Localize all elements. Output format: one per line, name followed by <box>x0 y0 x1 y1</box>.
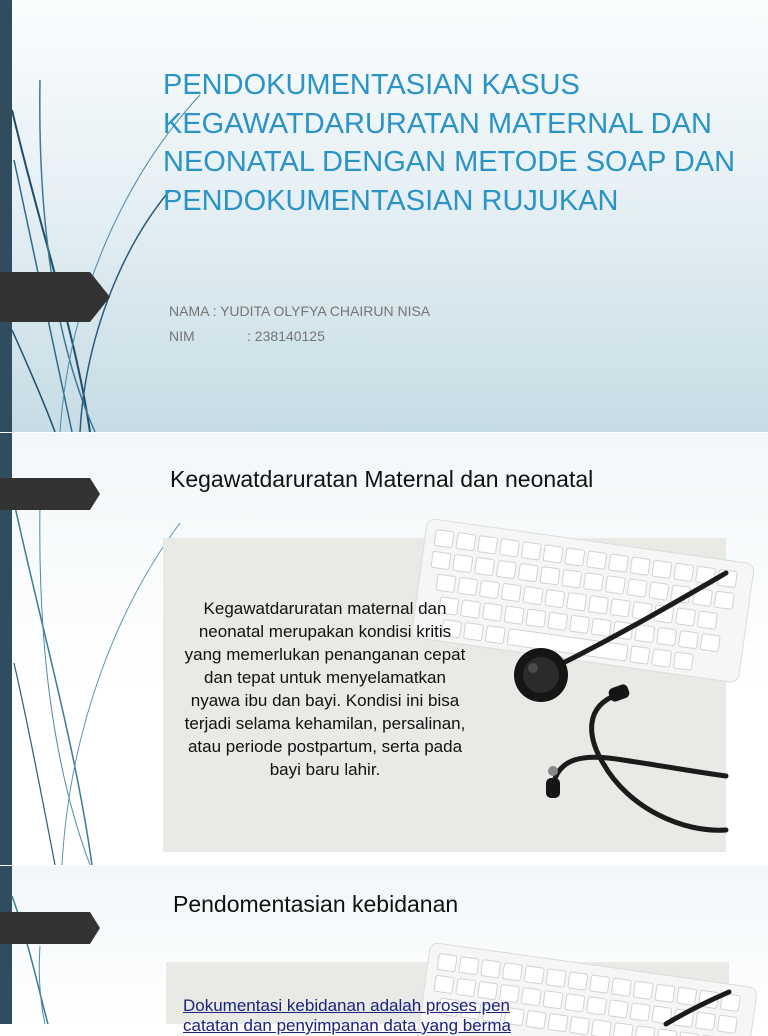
title-slide <box>0 0 768 432</box>
slide-heading: Pendomentasian kebidanan <box>173 891 459 917</box>
arrow-tag-icon <box>0 912 110 944</box>
slide-body-text: Kegawatdaruratan maternal dan neonatal merupakan kondisi kritis yang memerlukan penanganan cepat dan tepat untuk menyelamatkan nyawa ibu dan bayi. Kondisi ini bisa terjadi selama kehamilan, persalinan, atau periode postpartum, serta pada bayi baru lahir. <box>184 599 466 779</box>
nim-label: NIM <box>169 328 195 344</box>
content-slide-1 <box>0 433 768 865</box>
slide-body-line-2[interactable]: catatan dan penyimpanan data yang berma <box>183 1016 511 1035</box>
arrow-tag-icon <box>0 272 110 322</box>
arrow-tag-icon <box>0 478 110 510</box>
content-slide-2 <box>0 866 768 1035</box>
slide-title: PENDOKUMENTASIAN KASUS KEGAWATDARURATAN MATERNAL DAN NEONATAL DENGAN METODE SOAP DAN PENDOKUMENTASIAN RUJUKAN <box>163 69 736 217</box>
slide-body-line-1[interactable]: Dokumentasi kebidanan adalah proses pen <box>183 996 511 1015</box>
student-name: NAMA : YUDITA OLYFYA CHAIRUN NISA <box>169 303 431 319</box>
slide-heading: Kegawatdaruratan Maternal dan neonatal <box>170 466 594 492</box>
nim-value: : 238140125 <box>247 328 325 344</box>
